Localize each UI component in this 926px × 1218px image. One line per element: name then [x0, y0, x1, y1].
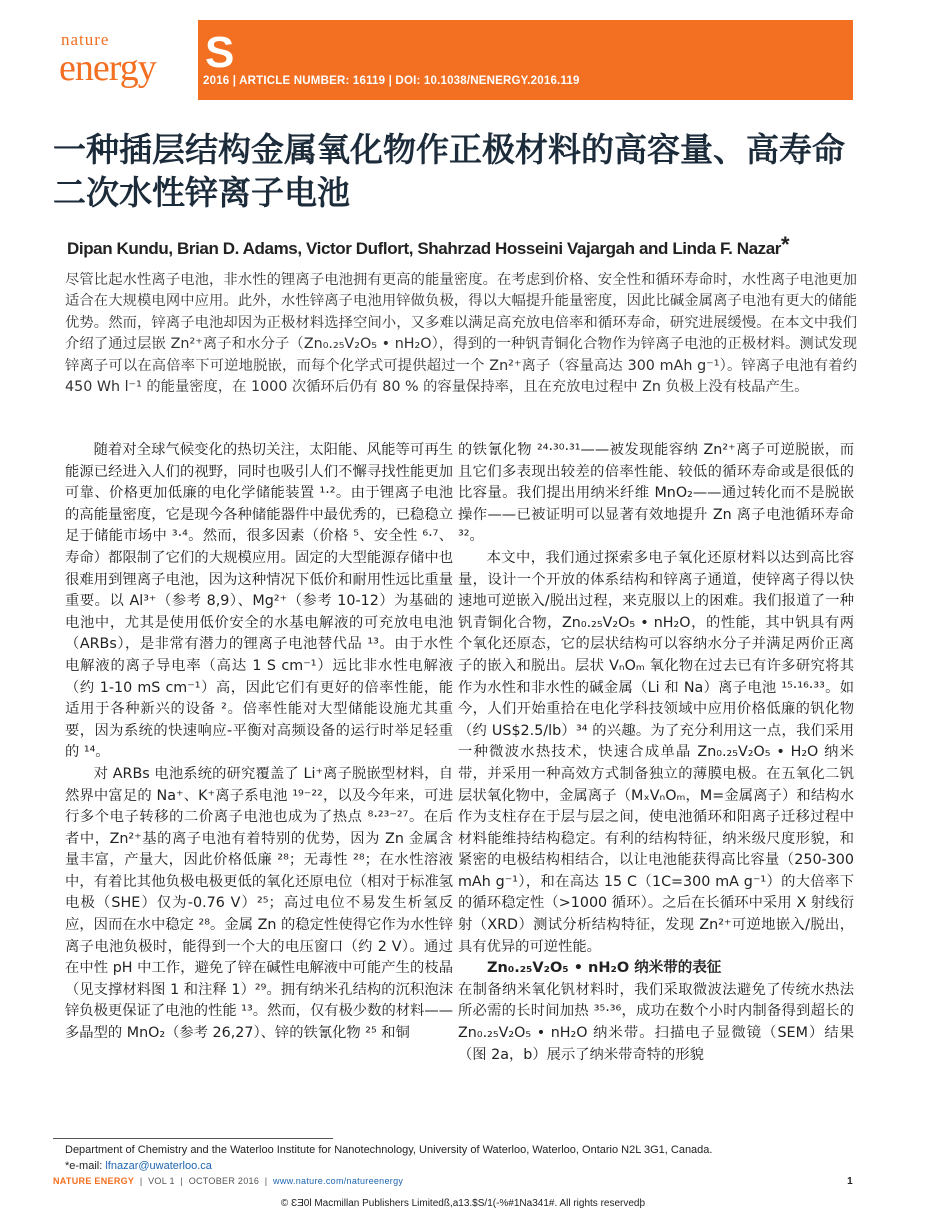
body-paragraph: 对 ARBs 电池系统的研究覆盖了 Li⁺离子脱嵌型材料，自然界中富足的 Na⁺、K⁺离子系电池 ¹⁹⁻²²，以及今年来，可进行多个电子转移的二价离子电池也成为了热点 ⁸·²³⁻²⁷。在后者中，Zn²⁺基的离子电池有着特别的优势，因为 Zn 金属含量丰富，产量大，因此价格低廉 ²⁸；无毒性 ²⁸；在水性溶液中，有着比其他负极电极更低的氧化还原电位（相对于标准氢电极（SHE）仅为-0.76 V）²⁵；高过电位不易发生析氢反应，因而在水中稳定 ²⁸。金属 Zn 的稳定性使得它作为水性锌离子电池负极时，能得到一个大的电压窗口（约 2 V）。通过在中性 pH 中工作，避免了锌在碱性电解液中可能产生的枝晶（见支撑材料图 1 和注释 1）²⁹。拥有纳米孔结构的沉积泡沫锌负极更保证了电池的性能 ¹³。然而，仅有极少数的材料——多晶型的 MnO₂（参考 26,27）、锌的铁氰化物 ²⁵ 和铜: [65, 765, 453, 1042]
email-line: [65, 1158, 712, 1174]
author-names: Dipan Kundu, Brian D. Adams, Victor Duflort, Shahrzad Hosseini Vajargah and Linda F. Nazar: [67, 239, 782, 258]
article-title: 一种插层结构金属氧化物作正极材料的高容量、高寿命二次水性锌离子电池: [53, 130, 845, 212]
journal-header-bar: [53, 20, 853, 100]
body-paragraph: 随着对全球气候变化的热切关注，太阳能、风能等可再生能源已经进入人们的视野，同时也吸引人们不懈寻找性能更加可靠、价格更加低廉的电化学储能装置 ¹·²。由于锂离子电池的高能量密度，它是现今各种储能器件中最优秀的，已稳稳立足于储能市场中 ³·⁴。然而，很多因素（价格 ⁵、安全性 ⁶·⁷、寿命）都限制了它们的大规模应用。固定的大型能源存储中也很难用到锂离子电池，因为这种情况下低价和耐用性远比重量重要。以 Al³⁺（参考 8,9）、Mg²⁺（参考 10-12）为基础的电池中，尤其是使用低价安全的水基电解液的可充放电电池（ARBs），是非常有潜力的锂离子电池替代品 ¹³。由于水性电解液的离子导电率（高达 1 S cm⁻¹）远比非水性电解液（约 1-10 mS cm⁻¹）高，因此它们有更好的倍率性能，能适用于各种新兴的设备 ²。倍率性能对大型储能设施尤其重要，因为系统的快速响应-平衡对高频设备的运行时举足轻重的 ¹⁴。: [65, 442, 453, 761]
page-number: 1: [847, 1176, 853, 1187]
body-paragraph: 的铁氰化物 ²⁴·³⁰·³¹——被发现能容纳 Zn²⁺离子可逆脱嵌，而且它们多表现出较差的倍率性能、较低的循环寿命或是很低的比容量。我们提出用纳米纤维 MnO₂——通过转化而不是脱嵌操作——已被证明可以显著有效地提升 Zn 离子电池循环寿命 ³²。: [458, 442, 854, 545]
body-paragraph: 在制备纳米氧化钒材料时，我们采取微波法避免了传统水热法所必需的长时间加热 ³⁵·³⁶，成功在数个小时内制备得到超长的 Zn₀.₂₅V₂O₅ • nH₂O 纳米带。扫描电子显微镜（SEM）结果（图 2a，b）展示了纳米带奇特的形貌: [458, 981, 854, 1063]
journal-logo[interactable]: [53, 20, 198, 100]
footnote-divider: [53, 1138, 333, 1139]
footer-sep: |: [177, 1176, 186, 1186]
section-letter: S: [205, 28, 235, 77]
email-label: *e-mail:: [65, 1160, 103, 1172]
affiliation: Department of Chemistry and the Waterloo Institute for Nanotechnology, University of Waterloo, Waterloo, Ontario N2L 3G1, Canada.: [65, 1144, 713, 1156]
body-column-left: [65, 440, 453, 1045]
section-heading: Zn₀.₂₅V₂O₅ • nH₂O 纳米带的表征: [487, 960, 722, 977]
copyright-notice: © ƐƎ0l Macmillan Publishers Limitedß,a13.$S/1(-%#1Na341#. All rights reservedþ: [280, 1198, 646, 1209]
article-meta: 2016 | ARTICLE NUMBER: 16119 | DOI: 10.1038/NENERGY.2016.119: [203, 75, 580, 87]
footer-volume: VOL 1: [148, 1176, 175, 1186]
logo-nature-text: nature: [61, 30, 110, 49]
footer-sep: |: [261, 1176, 271, 1186]
page-footer: [53, 1176, 853, 1186]
footer-journal: NATURE ENERGY: [53, 1176, 135, 1186]
footer-date: OCTOBER 2016: [188, 1176, 260, 1186]
footer-sep: |: [137, 1176, 146, 1186]
logo-energy-text: energy: [59, 47, 156, 89]
body-paragraph: 本文中，我们通过探索多电子氧化还原材料以达到高比容量，设计一个开放的体系结构和锌离子通道，使锌离子得以快速地可逆嵌入/脱出过程，来克服以上的困难。我们报道了一种钒青铜化合物，Zn₀.₂₅V₂O₅ • nH₂O，的性能，其中钒具有两个氧化还原态，它的层状结构可以容纳水分子并满足两价正离子的嵌入和脱出。层状 VₙOₘ 氧化物在过去已有许多研究将其作为水性和非水性的碱金属（Li 和 Na）离子电池 ¹⁵·¹⁶·³³。如今，人们开始重拾在电化学科技领域中应用价格低廉的钒化物（约 US$2.5/lb）³⁴ 的兴趣。为了充分利用这一点，我们采用一种微波水热技术，快速合成单晶 Zn₀.₂₅V₂O₅ • H₂O 纳米带，并采用一种高效方式制备独立的薄膜电极。在五氧化二钒层状氧化物中，金属离子（MₓVₙOₘ，M=金属离子）和结构水作为支柱存在于层与层之间，使电池循环和阳离子迁移过程中材料能维持结构稳定。有利的结构特征，纳米级尺度形貌，和紧密的电极结构相结合，以让电池能获得高比容量（250-300 mAh g⁻¹），和在高达 15 C（1C=300 mA g⁻¹）的大倍率下的循环稳定性（>1000 循环）。之后在长循环中采用 X 射线衍射（XRD）测试分析结构特征，发现 Zn²⁺可逆地嵌入/脱出，具有优异的可逆性能。: [458, 549, 854, 955]
abstract: 尽管比起水性离子电池，非水性的锂离子电池拥有更高的能量密度。在考虑到价格、安全性和循环寿命时，水性离子电池更加适合在大规模电网中应用。此外，水性锌离子电池用锌做负极，得以大幅提升能量密度，因此比碱金属离子电池有更大的储能优势。然而，锌离子电池却因为正极材料选择空间小，又多难以满足高充放电倍率和循环寿命，研究进展缓慢。在本文中我们介绍了通过层嵌 Zn²⁺离子和水分子（Zn₀.₂₅V₂O₅ • nH₂O），得到的一种钒青铜化合物作为锌离子电池的正极材料。测试发现锌离子可以在高倍率下可逆地脱嵌，而每个化学式可提供超过一个 Zn²⁺离子（容量高达 300 mAh g⁻¹）。锌离子电池有着约 450 Wh l⁻¹ 的能量密度，在 1000 次循环后仍有 80 % 的容量保持率，且在充放电过程中 Zn 负极上没有枝晶产生。: [65, 272, 857, 396]
author-list: [67, 232, 887, 259]
footer-url[interactable]: www.nature.com/natureenergy: [273, 1176, 404, 1186]
body-column-right: [458, 440, 854, 1066]
corresponding-author-mark: *: [781, 232, 790, 257]
footnote: [65, 1142, 712, 1174]
email-link[interactable]: lfnazar@uwaterloo.ca: [105, 1160, 212, 1172]
